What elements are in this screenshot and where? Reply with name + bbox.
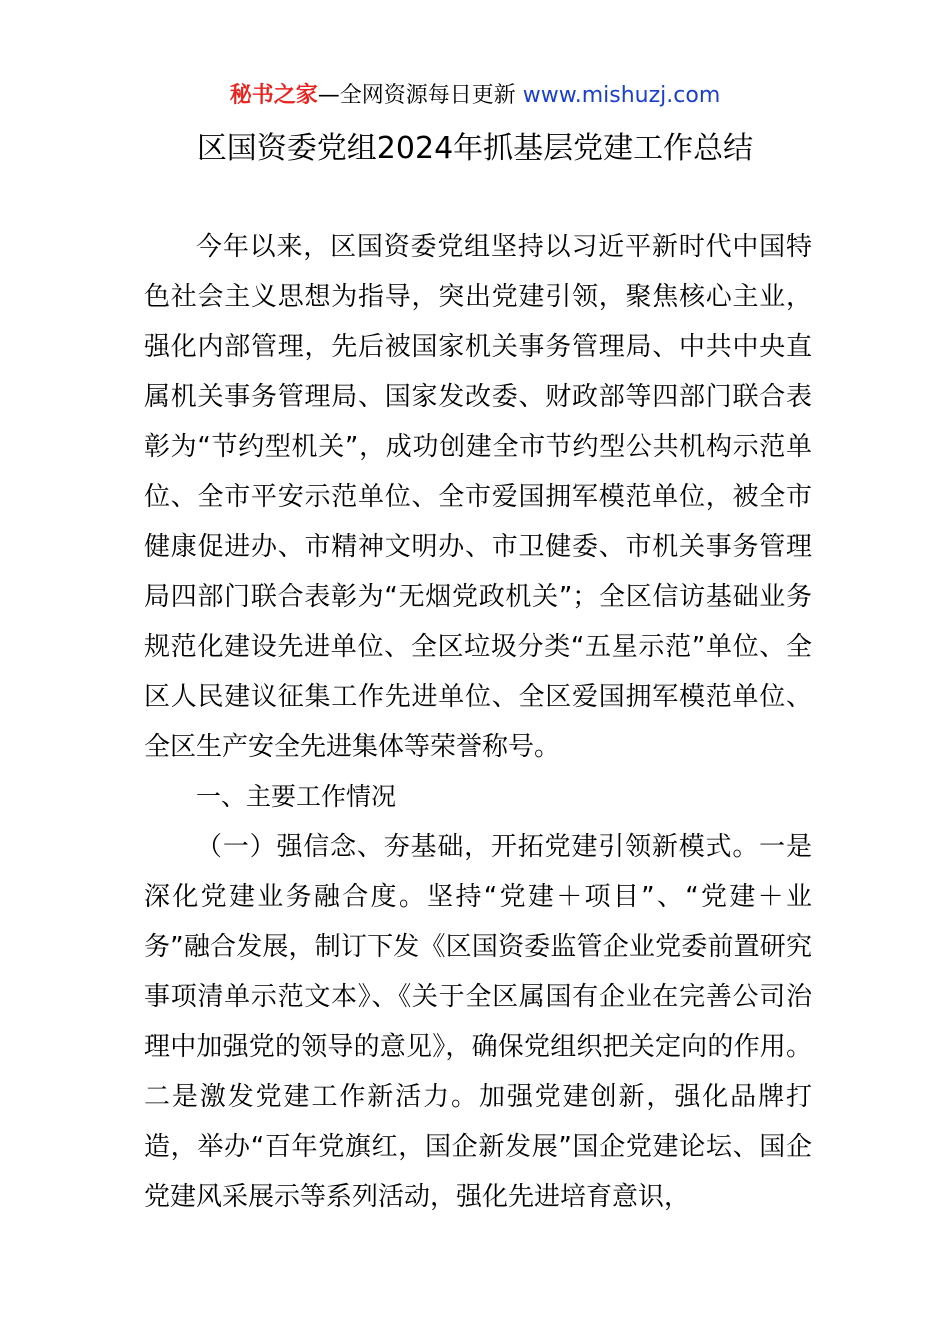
intro-paragraph: 今年以来，区国资委党组坚持以习近平新时代中国特色社会主义思想为指导，突出党建引领，聚焦核心主业，强化内部管理，先后被国家机关事务管理局、中共中央直属机关事务管理局、国家发改委、财政部等四部门联合表彰为“节约型机关”，成功创建全市节约型公共机构示范单位、全市平安示范单位、全市爱国拥军模范单位，被全市健康促进办、市精神文明办、市卫健委、市机关事务管理局四部门联合表彰为“无烟党政机关”；全区信访基础业务规范化建设先进单位、全区垃圾分类“五星示范”单位、全区人民建议征集工作先进单位、全区爱国拥军模范单位、全区生产安全先进集体等荣誉称号。 <box>144 232 812 762</box>
brand-name: 秘书之家 <box>229 83 318 108</box>
document-title: 区国资委党组2024年抓基层党建工作总结 <box>196 131 754 166</box>
site-url-link[interactable]: www.mishuzj.com <box>522 83 721 108</box>
section-heading: 一、主要工作情况 <box>196 782 397 811</box>
section-paragraph: （一）强信念、夯基础，开拓党建引领新模式。一是深化党建业务融合度。坚持“党建＋项目”、“党建＋业务”融合发展，制订下发《区国资委监管企业党委前置研究事项清单示范文本》、《关于全区属国有企业在完善公司治理中加强党的领导的意见》，确保党组织把关定向的作用。二是激发党建工作新活力。加强党建创新，强化品牌打造，举办“百年党旗红，国企新发展”国企党建论坛、国企党建风采展示等系列活动，强化先进培育意识， <box>144 832 812 1212</box>
document-body <box>144 222 812 1222</box>
site-header <box>0 80 950 112</box>
header-tagline: —全网资源每日更新 <box>317 83 516 108</box>
